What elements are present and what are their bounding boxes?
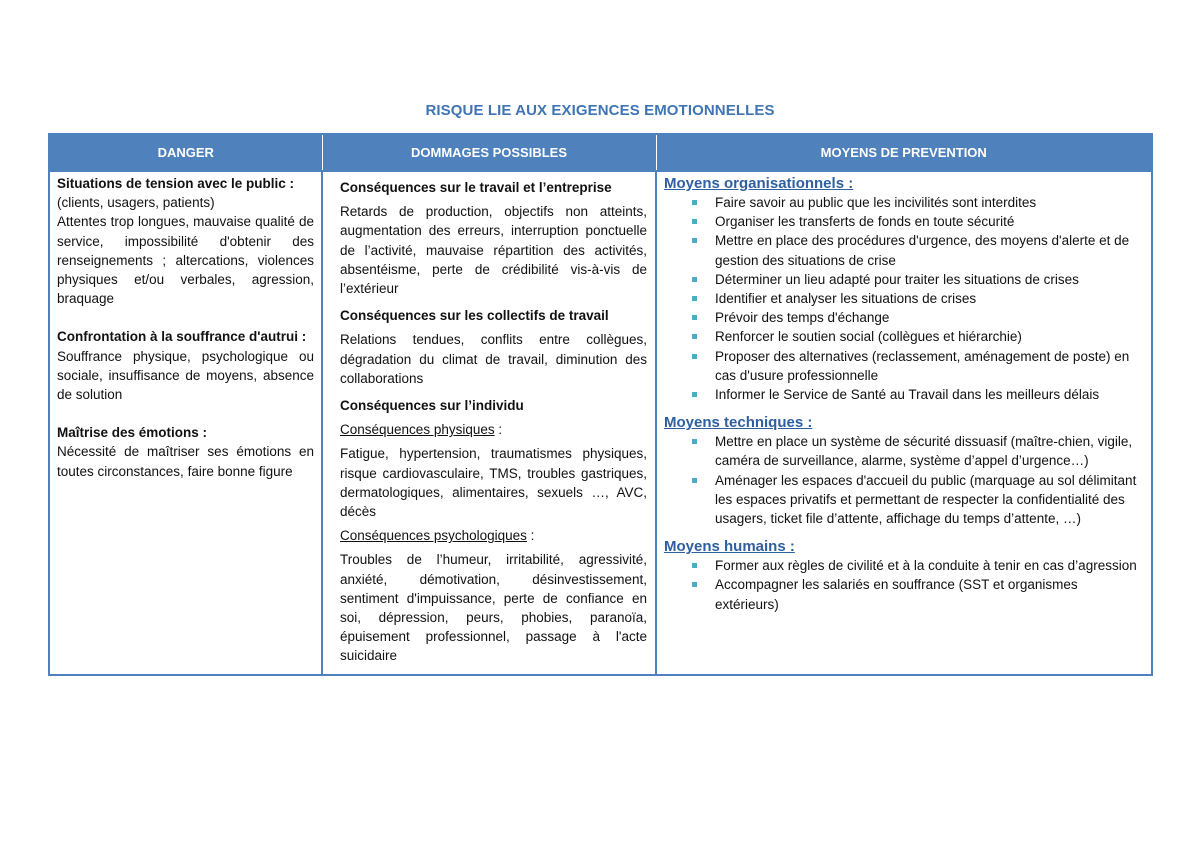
danger-text: (clients, usagers, patients) xyxy=(57,195,215,211)
dommages-heading-collectifs: Conséquences sur les collectifs de travail xyxy=(340,308,609,324)
list-item: Identifier et analyser les situations de crises xyxy=(715,289,1141,308)
table-header-row xyxy=(49,134,1152,171)
danger-block xyxy=(57,327,314,404)
dommages-cell xyxy=(322,171,656,675)
physiques-label: Conséquences physiques xyxy=(340,422,495,438)
bullet-icon xyxy=(692,354,697,359)
moyens-list-techniques xyxy=(664,432,1141,528)
list-item: Informer le Service de Santé au Travail dans les meilleurs délais xyxy=(715,385,1141,404)
column-header-danger: DANGER xyxy=(49,134,322,171)
psycho-label: Conséquences psychologiques xyxy=(340,528,527,544)
danger-heading: Confrontation à la souffrance d'autrui : xyxy=(57,329,307,345)
column-header-dommages: DOMMAGES POSSIBLES xyxy=(322,134,656,171)
dommages-heading-individu: Conséquences sur l’individu xyxy=(340,398,524,414)
list-item: Aménager les espaces d'accueil du public (marquage au sol délimitant les espaces privatifs et permettant de respecter la confidentialité des usagers, ticket file d’attente, affichage du temps d’attente, …) xyxy=(715,471,1141,529)
list-item: Faire savoir au public que les incivilités sont interdites xyxy=(715,193,1141,212)
bullet-icon xyxy=(692,392,697,397)
moyens-heading-organisationnels: Moyens organisationnels : xyxy=(664,175,854,192)
moyens-heading-techniques: Moyens techniques : xyxy=(664,414,813,432)
dommages-text-psycho: Troubles de l’humeur, irritabilité, agressivité, anxiété, démotivation, désinvestissement, sentiment d'impuissance, perte de confiance en soi, dépression, peurs, phobies, paranoïa, épuisement professionnel, passage à l'acte suicidaire xyxy=(340,552,647,664)
list-item: Organiser les transferts de fonds en toute sécurité xyxy=(715,212,1141,231)
list-item: Mettre en place des procédures d'urgence, des moyens d'alerte et de gestion des situations de crise xyxy=(715,231,1141,269)
dommages-sub-physiques xyxy=(340,420,647,439)
moyens-cell xyxy=(656,171,1152,675)
bullet-icon xyxy=(692,478,697,483)
danger-heading: Maîtrise des émotions : xyxy=(57,425,208,441)
dommages-text-collectifs: Relations tendues, conflits entre collègues, dégradation du climat de travail, diminution des collaborations xyxy=(340,332,647,386)
bullet-icon xyxy=(692,219,697,224)
physiques-suffix: : xyxy=(494,422,503,438)
moyens-heading-humains: Moyens humains : xyxy=(664,538,795,556)
risk-table xyxy=(48,133,1153,676)
danger-text: Attentes trop longues, mauvaise qualité de service, impossibilité d'obtenir des renseignements ; altercations, violences physiques et/ou verbales, agression, braquage xyxy=(57,214,314,307)
psycho-suffix: : xyxy=(526,528,535,544)
list-item: Mettre en place un système de sécurité dissuasif (maître-chien, vigile, caméra de surveillance, alarme, système d’appel d’urgence…) xyxy=(715,432,1141,470)
bullet-icon xyxy=(692,563,697,568)
danger-text: Souffrance physique, psychologique ou sociale, insuffisance de moyens, absence de solution xyxy=(57,348,314,403)
bullet-icon xyxy=(692,582,697,587)
dommages-heading-travail: Conséquences sur le travail et l’entreprise xyxy=(340,180,612,195)
bullet-icon xyxy=(692,277,697,282)
moyens-list-organisationnels xyxy=(664,193,1141,404)
dommages-sub-psycho xyxy=(340,526,647,545)
page-title: RISQUE LIE AUX EXIGENCES EMOTIONNELLES xyxy=(425,102,775,119)
bullet-icon xyxy=(692,200,697,205)
list-item: Déterminer un lieu adapté pour traiter les situations de crises xyxy=(715,270,1141,289)
list-item: Former aux règles de civilité et à la conduite à tenir en cas d’agression xyxy=(715,556,1141,575)
table-row xyxy=(49,171,1152,675)
bullet-icon xyxy=(692,315,697,320)
danger-block xyxy=(57,423,314,481)
bullet-icon xyxy=(692,334,697,339)
bullet-icon xyxy=(692,439,697,444)
danger-heading: Situations de tension avec le public : xyxy=(57,176,295,191)
danger-text: Nécessité de maîtriser ses émotions en toutes circonstances, faire bonne figure xyxy=(57,444,314,479)
list-item: Prévoir des temps d'échange xyxy=(715,308,1141,327)
dommages-text-travail: Retards de production, objectifs non atteints, augmentation des erreurs, interruption ponctuelle de l’activité, mauvaise répartition des activités, absentéisme, perte de crédibilité vis-à-vis de l’extérieur xyxy=(340,204,647,297)
list-item: Accompagner les salariés en souffrance (SST et organismes extérieurs) xyxy=(715,575,1141,613)
bullet-icon xyxy=(692,238,697,243)
column-header-moyens: MOYENS DE PREVENTION xyxy=(656,134,1152,171)
list-item: Proposer des alternatives (reclassement, aménagement de poste) en cas d'usure professionnelle xyxy=(715,347,1141,385)
bullet-icon xyxy=(692,296,697,301)
dommages-text-physiques: Fatigue, hypertension, traumatismes physiques, risque cardiovasculaire, TMS, troubles gastriques, dermatologiques, alimentaires, sexuels …, AVC, décès xyxy=(340,446,647,520)
list-item: Renforcer le soutien social (collègues et hiérarchie) xyxy=(715,327,1141,346)
danger-block xyxy=(57,174,314,308)
danger-cell xyxy=(49,171,322,675)
moyens-list-humains xyxy=(664,556,1141,614)
